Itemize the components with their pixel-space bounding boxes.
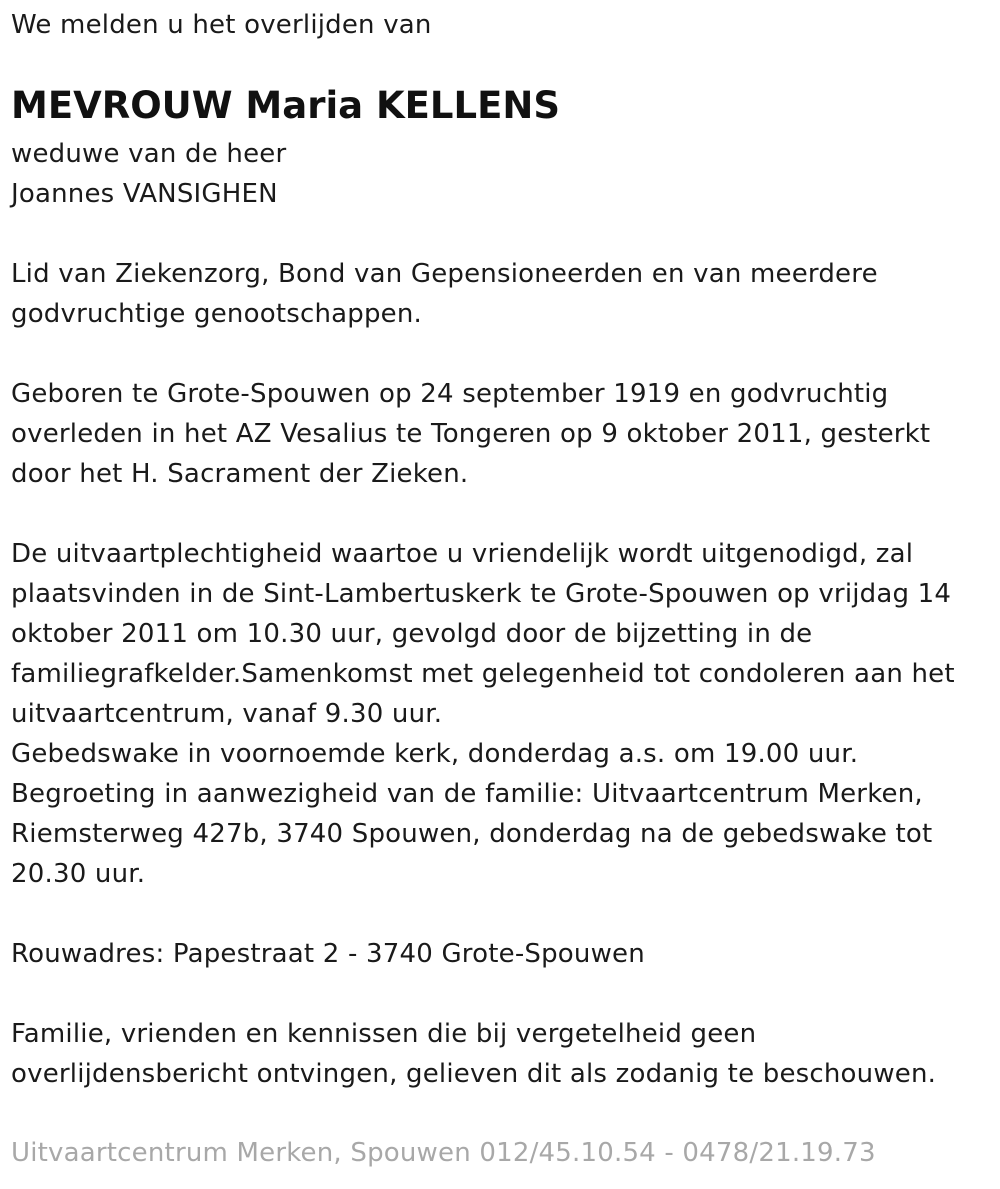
paragraph-line: overlijdensbericht ontvingen, gelieven dit als zodanig te beschouwen.: [11, 1059, 937, 1089]
paragraph-line: godvruchtige genootschappen.: [11, 299, 423, 329]
birth-death-paragraph: [11, 374, 930, 494]
funeral-home-footer: Uitvaartcentrum Merken, Spouwen 012/45.10.54 - 0478/21.19.73: [11, 1138, 876, 1168]
membership-paragraph: [11, 254, 878, 334]
address-line: Rouwadres: Papestraat 2 - 3740 Grote-Spouwen: [11, 939, 645, 969]
paragraph-line: familiegrafkelder.Samenkomst met gelegenheid tot condoleren aan het: [11, 659, 955, 689]
paragraph-line: Lid van Ziekenzorg, Bond van Gepensioneerden en van meerdere: [11, 259, 878, 289]
spouse-block: [11, 134, 286, 214]
paragraph-line: Gebedswake in voornoemde kerk, donderdag a.s. om 19.00 uur.: [11, 739, 859, 769]
paragraph-line: uitvaartcentrum, vanaf 9.30 uur.: [11, 699, 443, 729]
paragraph-line: Begroeting in aanwezigheid van de familie: Uitvaartcentrum Merken,: [11, 779, 923, 809]
ceremony-paragraph: [11, 534, 955, 894]
paragraph-line: Familie, vrienden en kennissen die bij vergetelheid geen: [11, 1019, 757, 1049]
paragraph-line: De uitvaartplechtigheid waartoe u vriendelijk wordt uitgenodigd, zal: [11, 539, 914, 569]
paragraph-line: oktober 2011 om 10.30 uur, gevolgd door de bijzetting in de: [11, 619, 813, 649]
intro-text: We melden u het overlijden van: [11, 10, 432, 40]
paragraph-line: plaatsvinden in de Sint-Lambertuskerk te Grote-Spouwen op vrijdag 14: [11, 579, 952, 609]
deceased-name: MEVROUW Maria KELLENS: [11, 84, 560, 127]
spouse-line: Joannes VANSIGHEN: [11, 179, 278, 209]
paragraph-line: overleden in het AZ Vesalius te Tongeren op 9 oktober 2011, gesterkt: [11, 419, 931, 449]
address-paragraph: [11, 934, 645, 974]
spouse-line: weduwe van de heer: [11, 139, 287, 169]
notice-paragraph: [11, 1014, 936, 1094]
paragraph-line: door het H. Sacrament der Zieken.: [11, 459, 469, 489]
paragraph-line: Geboren te Grote-Spouwen op 24 september 1919 en godvruchtig: [11, 379, 889, 409]
paragraph-line: 20.30 uur.: [11, 859, 146, 889]
paragraph-line: Riemsterweg 427b, 3740 Spouwen, donderdag na de gebedswake tot: [11, 819, 933, 849]
